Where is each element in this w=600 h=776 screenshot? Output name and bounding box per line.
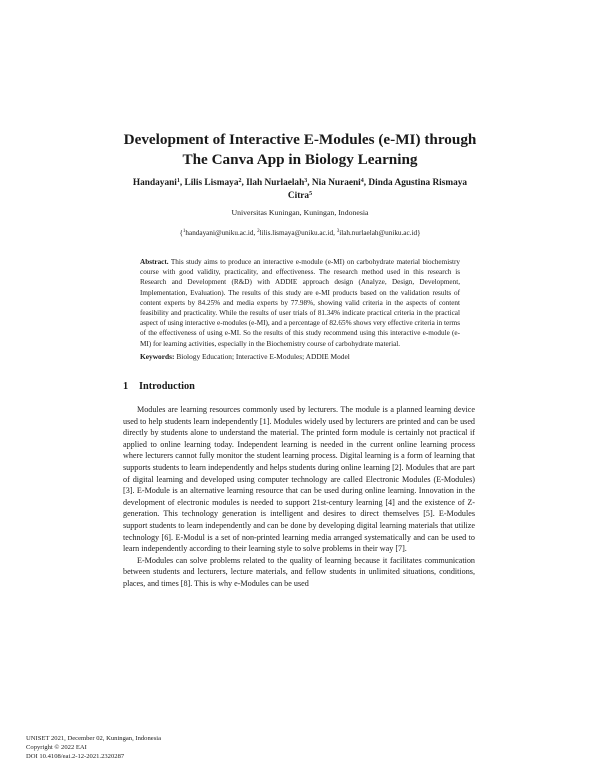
abstract <box>140 257 460 349</box>
paragraph-2: E-Modules can solve problems related to the quality of learning because it facilitates communication between students and lecturers, lecture materials, and fellow students in unlimited situations, conditions, places, and times [8]. This is why e-Modules can be used <box>123 555 475 588</box>
page-footer <box>26 734 326 761</box>
email-list: {$^1$handayani@uniku.ac.id, $^2$lilis.lismaya@uniku.ac.id, $^3$ilah.nurlaelah@uniku.ac.id} <box>179 229 421 237</box>
introduction-body <box>123 404 475 590</box>
abstract-label: Abstract. <box>140 258 169 266</box>
footer-doi: DOI 10.4108/eai.2-12-2021.2320287 <box>26 753 125 760</box>
keywords-label: Keywords: <box>140 352 175 361</box>
section-heading-introduction <box>123 380 195 394</box>
email-1: handayani@uniku.ac.id <box>185 229 254 237</box>
author-sup: 2 <box>238 178 242 184</box>
author-name: Lilis Lismaya <box>184 178 239 188</box>
author-sup: 3 <box>304 178 308 184</box>
author-sup: 5 <box>309 191 313 197</box>
author-sup: 1 <box>176 178 180 184</box>
email-sup: 3 <box>336 229 340 234</box>
section-number: 1 <box>123 381 129 392</box>
footer-conference: UNISET 2021, December 02, Kuningan, Indonesia <box>26 735 162 742</box>
author-line-2 <box>110 190 490 203</box>
affiliation: Universitas Kuningan, Kuningan, Indonesia <box>231 208 369 217</box>
keywords-text: Biology Education; Interactive E-Modules; ADDIE Model <box>176 352 350 361</box>
email-sup: 2 <box>257 229 260 234</box>
author-name: Handayani <box>132 178 177 188</box>
title-line-1: Development of Interactive E-Modules (e-MI) through <box>123 131 477 148</box>
title-line-2: The Canva App in Biology Learning <box>182 151 418 168</box>
author-name: Nia Nuraeni <box>311 178 361 188</box>
section-title: Introduction <box>139 381 195 392</box>
paper-title <box>90 130 510 170</box>
author-list <box>110 177 490 203</box>
abstract-text: This study aims to produce an interactive e-module (e-MI) on carbohydrate material biochemistry course with good validity, practicality, and effectiveness. The research method used in this research is Research and Development (R&D) with ADDIE approach design (Analyze, Design, Development, Implementation, Evaluation). The results of this study are e-MI products based on the validation results of content experts by 84.25% and media experts by 77.98%, showing valid criteria in the aspects of content feasibility and practicality. While the results of user trials of 81.34% indicate practical criteria in the practical aspect of using interactive e-modules (e-MI), and a percentage of 82.65% shows very effective criteria in terms of the effectiveness of using e-MI. So the results of this study recommend using this interactive e-module (e-MI) for learning activities, especially in the Biochemistry course of carbohydrate material. <box>140 258 460 348</box>
author-line-1: Handayani$^1$, Lilis Lismaya$^2$, Ilah Nurlaelah$^3$, Nia Nuraeni$^4$, Dinda Agustina Rismaya <box>132 178 468 188</box>
author-name: Ilah Nurlaelah <box>246 178 305 188</box>
author-name: Dinda Agustina Rismaya <box>368 178 468 188</box>
author-sup: 4 <box>360 178 364 184</box>
author-name: Citra <box>287 191 310 201</box>
email-3: ilah.nurlaelah@uniku.ac.id <box>339 229 418 237</box>
paragraph-1: Modules are learning resources commonly used by lecturers. The module is a planned learning device used to help students learn independently [1]. Modules widely used by lecturers are printed and can be used directly by students alone to understand the material. The printed form module is certainly not practical if applied to online learning today. Independent learning is needed in the current online learning process where lecturers cannot fully monitor the student learning process. Digital learning is a form of learning that supports students to learn independently and helps students during online learning [2]. Modules that are part of digital learning and developed using computer technology are called Electronic Modules (E-Modules) [3]. E-Module is an alternative learning resource that can be used during online learning. Innovation in the development of electronic modules is needed to support 21st-century learning [4] and the existence of Z-generation. This technology generation is intelligent and desires to direct themselves [5]. E-Modules support students to learn independently and can be done by developing digital learning materials that utilize technology [6]. E-Modul is a set of non-printed learning media arranged systematically and can be used to learn independently according to their learning style to solve problems in their way [7]. <box>123 405 475 554</box>
keywords <box>140 352 460 362</box>
footer-copyright: Copyright © 2022 EAI <box>26 744 87 751</box>
email-2: lilis.lismaya@uniku.ac.id <box>259 229 334 237</box>
email-sup: 1 <box>182 229 186 234</box>
